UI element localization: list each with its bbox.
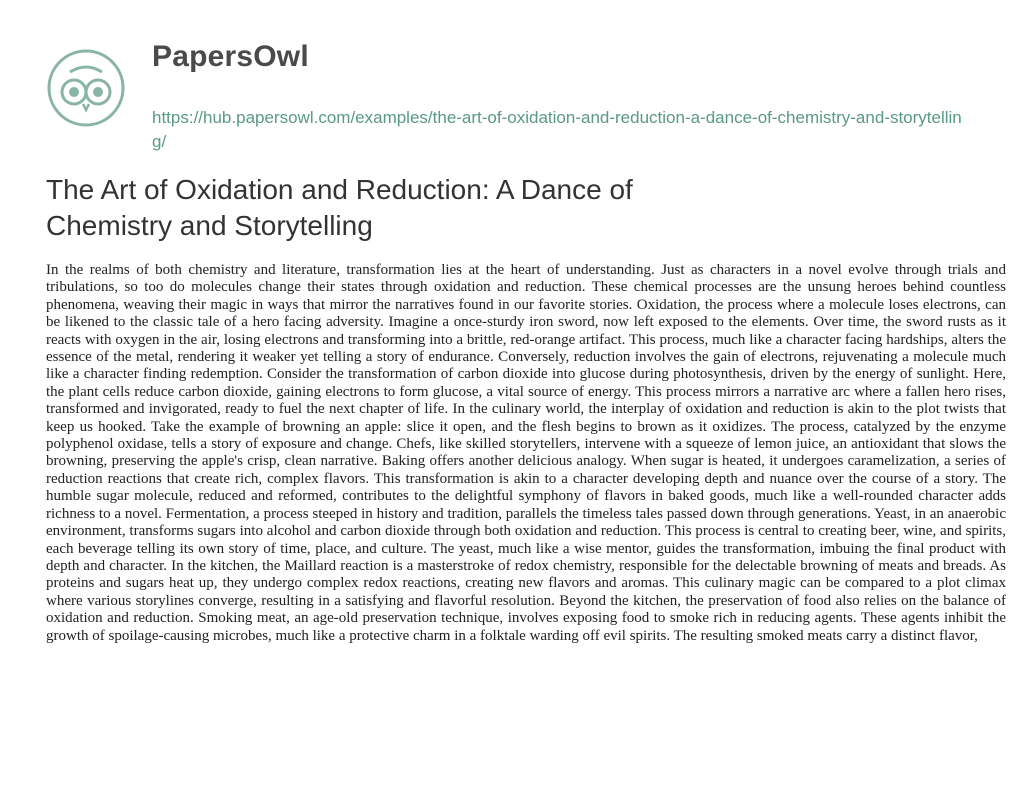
site-header	[46, 36, 1006, 156]
article-title: The Art of Oxidation and Reduction: A Dance of Chemistry and Storytelling	[46, 174, 633, 241]
brand-name[interactable]: PapersOwl	[152, 40, 309, 73]
article-url-link[interactable]: https://hub.papersowl.com/examples/the-art-of-oxidation-and-reduction-a-dance-of-chemistry-and-storytelling/	[152, 108, 962, 151]
article-body: In the realms of both chemistry and literature, transformation lies at the heart of understanding. Just as characters in a novel evolve through trials and tribulations, so too do molecules change their states through oxidation and reduction. These chemical processes are the unsung heroes behind countless phenomena, weaving their magic in ways that mirror the narratives found in our favorite stories. Oxidation, the process where a molecule loses electrons, can be likened to the classic tale of a hero facing adversity. Imagine a once-sturdy iron sword, now left exposed to the elements. Over time, the sword rusts as it reacts with oxygen in the air, losing electrons and transforming into a brittle, red-orange artifact. This process, much like a character facing hardships, alters the essence of the metal, rendering it weaker yet telling a story of endurance. Conversely, reduction involves the gain of electrons, rejuvenating a molecule much like a character finding redemption. Consider the transformation of carbon dioxide into glucose during photosynthesis, driven by the energy of sunlight. Here, the plant cells reduce carbon dioxide, gaining electrons to form glucose, a vital source of energy. This process mirrors a narrative arc where a fallen hero rises, transformed and invigorated, ready to fuel the next chapter of life. In the culinary world, the interplay of oxidation and reduction is akin to the plot twists that keep us hooked. Take the example of browning an apple: slice it open, and the flesh begins to brown as it oxidizes. The process, catalyzed by the enzyme polyphenol oxidase, tells a story of exposure and change. Chefs, like skilled storytellers, intervene with a squeeze of lemon juice, an antioxidant that slows the browning, preserving the apple's crisp, clean narrative. Baking offers another delicious analogy. When sugar is heated, it undergoes caramelization, a series of reduction reactions that create rich, complex flavors. This transformation is akin to a character developing depth and nuance over the course of a story. The humble sugar molecule, reduced and reformed, contributes to the delightful symphony of flavors in baked goods, much like a well-rounded character adds richness to a novel. Fermentation, a process steeped in history and tradition, parallels the timeless tales passed down through generations. Yeast, in an anaerobic environment, transforms sugars into alcohol and carbon dioxide through both oxidation and reduction. This process is central to creating beer, wine, and spirits, each beverage telling its own story of time, place, and culture. The yeast, much like a wise mentor, guides the transformation, imbuing the final product with depth and character. In the kitchen, the Maillard reaction is a masterstroke of redox chemistry, responsible for the delectable browning of meats and breads. As proteins and sugars heat up, they undergo complex redox reactions, creating new flavors and aromas. This culinary magic can be compared to a plot climax where various storylines converge, resulting in a satisfying and flavorful resolution. Beyond the kitchen, the preservation of food also relies on the balance of oxidation and reduction. Smoking meat, an age-old preservation technique, involves exposing food to smoke rich in reducing agents. These agents inhibit the growth of spoilage-causing microbes, much like a protective charm in a folktale warding off evil spirits. The resulting smoked meats carry a distinct flavor,	[46, 262, 1006, 644]
owl-eyes-icon[interactable]	[46, 48, 126, 128]
